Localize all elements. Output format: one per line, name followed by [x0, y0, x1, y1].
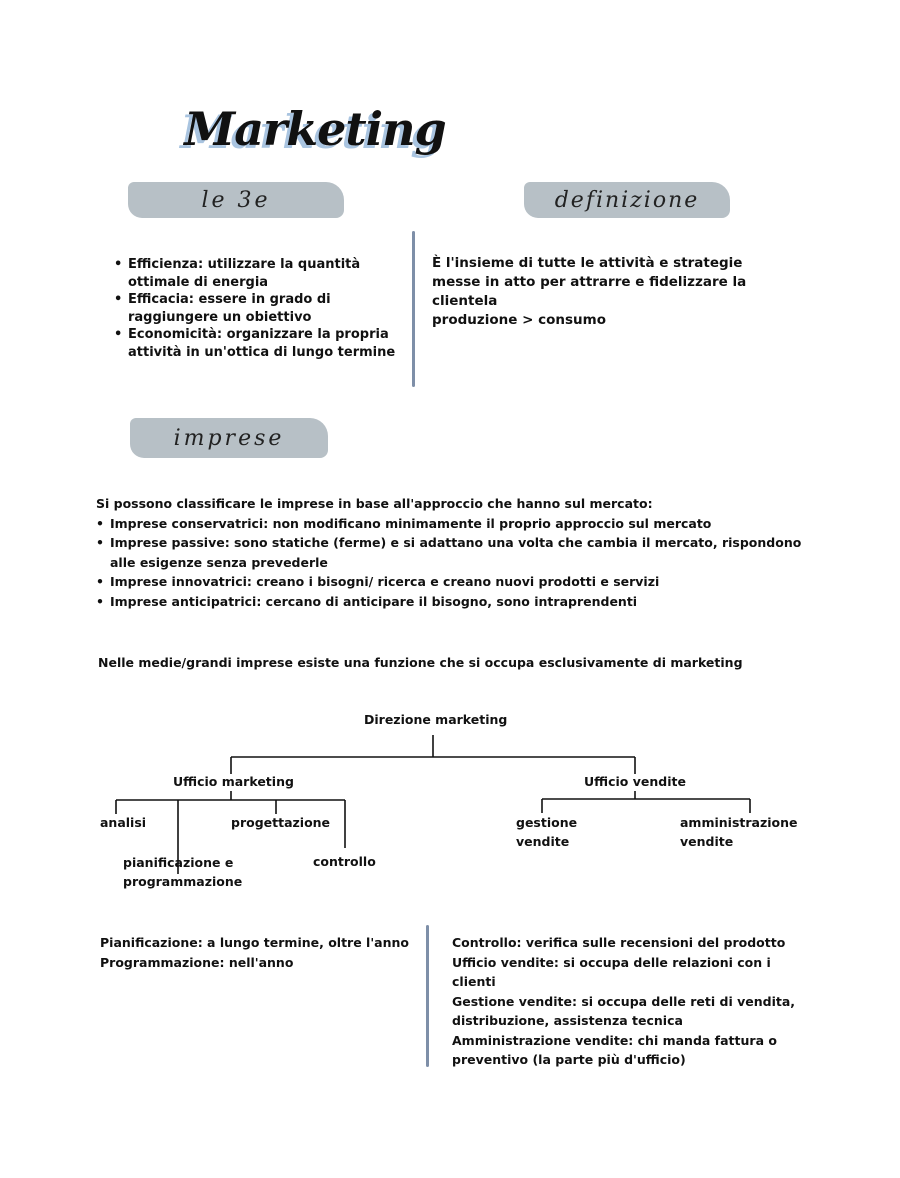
imprese-item-passive: • Imprese passive: sono statiche (ferme) e si adattano una volta che cambia il mercato, rispondono alle esigenze senza prevederle	[110, 533, 816, 572]
definizione-text: È l'insieme di tutte le attività e strategie messe in atto per attrarre e fidelizzare la clientela	[432, 255, 747, 309]
page-title: Marketing	[184, 102, 446, 156]
heading-definizione: definizione	[524, 182, 730, 218]
imprese-item-conservatrici: • Imprese conservatrici: non modificano minimamente il proprio approccio sul mercato	[110, 514, 816, 534]
note-ufficio-vendite: Ufficio vendite: si occupa delle relazioni con i clienti	[452, 954, 771, 989]
org-amministrazione-vendite: amministrazione vendite	[680, 815, 798, 849]
definizione-formula: produzione > consumo	[432, 312, 606, 328]
note-pianificazione: Pianificazione: a lungo termine, oltre l'anno	[100, 935, 409, 950]
org-pianificazione: pianificazione e programmazione	[123, 855, 243, 889]
le3e-item-economicita: • Economicità: organizzare la propria attività in un'ottica di lungo termine	[128, 326, 397, 361]
org-ufficio-marketing: Ufficio marketing	[173, 774, 294, 789]
org-controllo: controllo	[313, 854, 376, 869]
imprese-note: Nelle medie/grandi imprese esiste una funzione che si occupa esclusivamente di marketing	[98, 655, 743, 670]
org-root: Direzione marketing	[364, 712, 508, 727]
note-controllo: Controllo: verifica sulle recensioni del prodotto	[452, 935, 786, 950]
note-programmazione: Programmazione: nell'anno	[100, 954, 294, 970]
bottom-divider	[426, 925, 429, 1067]
heading-imprese: imprese	[130, 418, 328, 458]
org-ufficio-vendite: Ufficio vendite	[584, 774, 686, 789]
imprese-item-innovatrici: • Imprese innovatrici: creano i bisogni/ ricerca e creano nuovi prodotti e servizi	[110, 572, 816, 592]
le3e-item-efficacia: • Efficacia: essere in grado di raggiungere un obiettivo	[128, 291, 397, 326]
notes-right	[452, 933, 797, 1070]
note-amministrazione-vendite: Amministrazione vendite: chi manda fattura o preventivo (la parte più d'ufficio)	[452, 1032, 777, 1067]
org-analisi: analisi	[100, 815, 147, 830]
org-gestione-vendite: gestione vendite	[516, 815, 578, 849]
org-progettazione: progettazione	[231, 815, 331, 830]
imprese-item-anticipatrici: • Imprese anticipatrici: cercano di anticipare il bisogno, sono intraprendenti	[110, 592, 816, 612]
heading-le3e: le 3e	[128, 182, 344, 218]
note-gestione-vendite: Gestione vendite: si occupa delle reti di vendita, distribuzione, assistenza tecnica	[452, 993, 796, 1028]
imprese-intro: Si possono classificare le imprese in base all'approccio che hanno sul mercato:	[96, 496, 653, 511]
notes-left	[100, 933, 420, 972]
le3e-item-efficienza: • Efficienza: utilizzare la quantità ottimale di energia	[128, 256, 397, 291]
